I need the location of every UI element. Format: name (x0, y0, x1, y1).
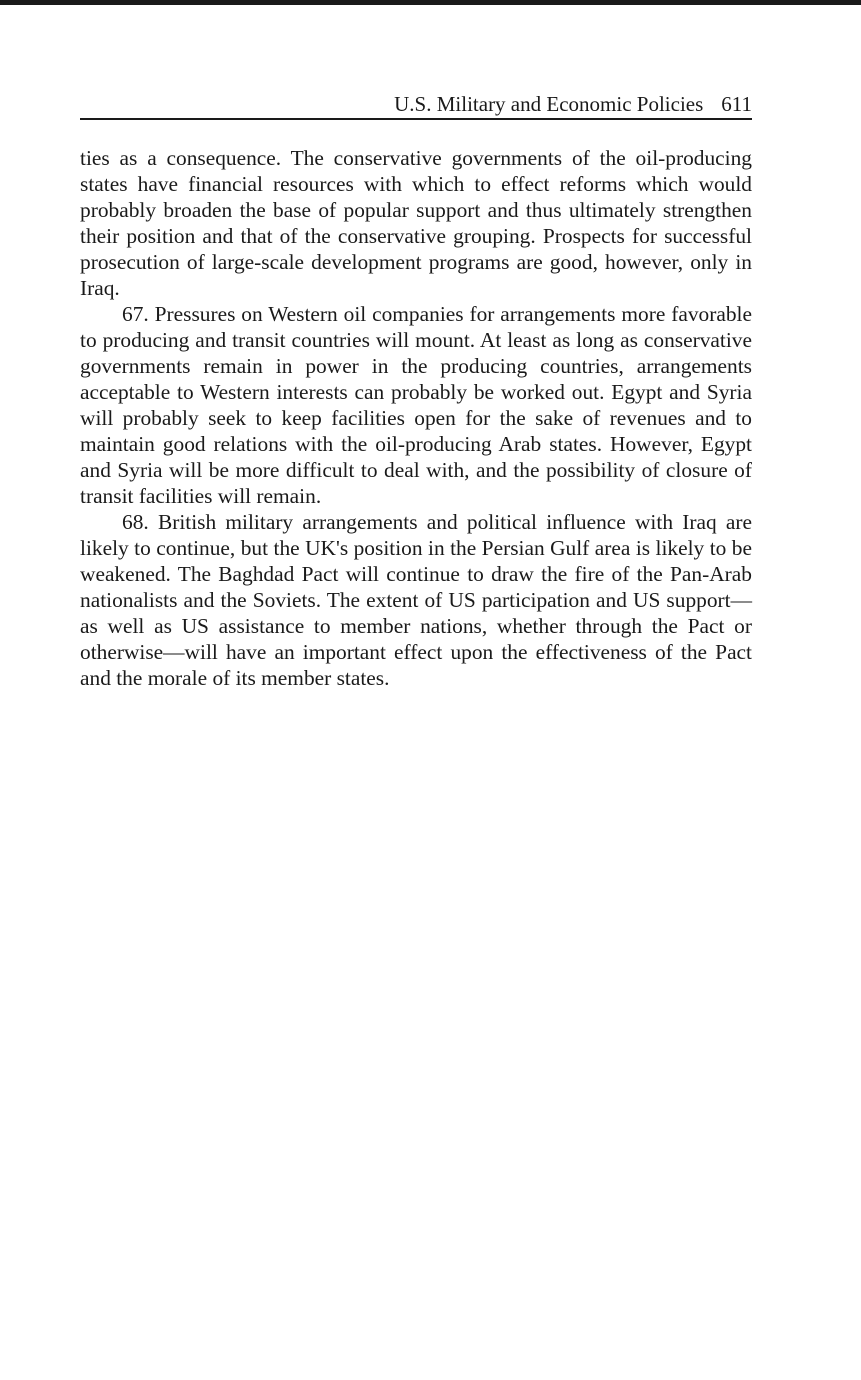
page-number: 611 (721, 92, 752, 116)
paragraph-67: 67. Pressures on Western oil companies for arrangements more favorable to producing and transit countries will mount. At least as long as conservative governments remain in power in the producing countries, arrangements acceptable to Western interests can probably be worked out. Egypt and Syria will probably seek to keep facilities open for the sake of revenues and to maintain good relations with the oil-producing Arab states. However, Egypt and Syria will be more difficult to deal with, and the possibility of closure of transit facilities will remain. (80, 302, 752, 508)
header-title: U.S. Military and Economic Policies (394, 92, 704, 116)
paragraph-68: 68. British military arrangements and political influence with Iraq are likely to continue, but the UK's position in the Persian Gulf area is likely to be weakened. The Baghdad Pact will continue to draw the fire of the Pan-Arab nationalists and the Soviets. The extent of US participation and US support—as well as US assistance to member nations, whether through the Pact or otherwise—will have an important effect upon the effectiveness of the Pact and the morale of its member states. (80, 510, 752, 690)
paragraph-continuation: ties as a consequence. The conservative governments of the oil-producing states have financial resources with which to effect reforms which would probably broaden the base of popular support and thus ultimately strengthen their position and that of the conservative grouping. Prospects for successful prosecution of large-scale development programs are good, however, only in Iraq. (80, 146, 752, 300)
page-top-edge (0, 0, 861, 5)
body-text (80, 145, 752, 691)
running-header (80, 90, 752, 120)
